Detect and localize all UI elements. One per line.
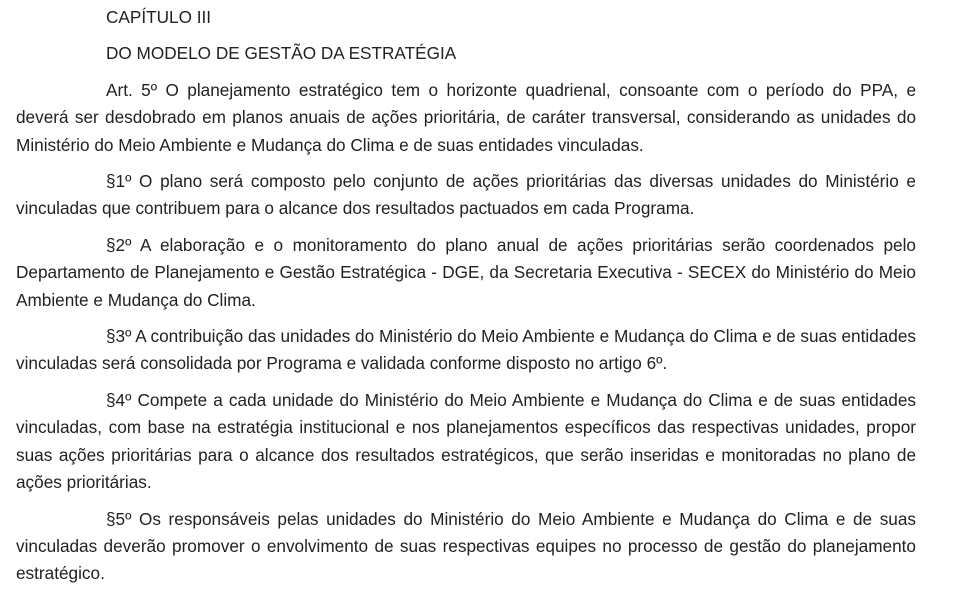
document-body xyxy=(16,4,916,588)
chapter-number: CAPÍTULO III xyxy=(106,7,212,27)
section-5-paragraph: §5º Os responsáveis pelas unidades do Ministério do Meio Ambiente e Mudança do Clima e de suas vinculadas deverão promover o envolvimento de suas respectivas equipes no processo de gestão do planejamento estratégico. xyxy=(16,508,916,584)
section-3-paragraph: §3º A contribuição das unidades do Ministério do Meio Ambiente e Mudança do Clima e de suas entidades vinculadas será consolidada por Programa e validada conforme disposto no artigo 6º. xyxy=(16,326,916,374)
section-4-paragraph: §4º Compete a cada unidade do Ministério do Meio Ambiente e Mudança do Clima e de suas entidades vinculadas, com base na estratégia institucional e nos planejamentos específicos das respectivas unidades, propor suas ações prioritárias para o alcance dos resultados estratégicos, que serão inseridas e monitoradas no plano de ações prioritárias. xyxy=(16,389,916,493)
section-1-paragraph: §1º O plano será composto pelo conjunto de ações prioritárias das diversas unidades do Ministério e vinculadas que contribuem para o alcance dos resultados pactuados em cada Programa. xyxy=(16,171,916,219)
section-2-paragraph: §2º A elaboração e o monitoramento do plano anual de ações prioritárias serão coordenados pelo Departamento de Planejamento e Gestão Estratégica - DGE, da Secretaria Executiva - SECEX do Ministério do Meio Ambiente e Mudança do Clima. xyxy=(16,234,916,310)
article-5-paragraph: Art. 5º O planejamento estratégico tem o horizonte quadrienal, consoante com o período do PPA, e deverá ser desdobrado em planos anuais de ações prioritária, de caráter transversal, considerando as unidades do Ministério do Meio Ambiente e Mudança do Clima e de suas entidades vinculadas. xyxy=(16,79,916,155)
chapter-title: DO MODELO DE GESTÃO DA ESTRATÉGIA xyxy=(106,43,457,64)
